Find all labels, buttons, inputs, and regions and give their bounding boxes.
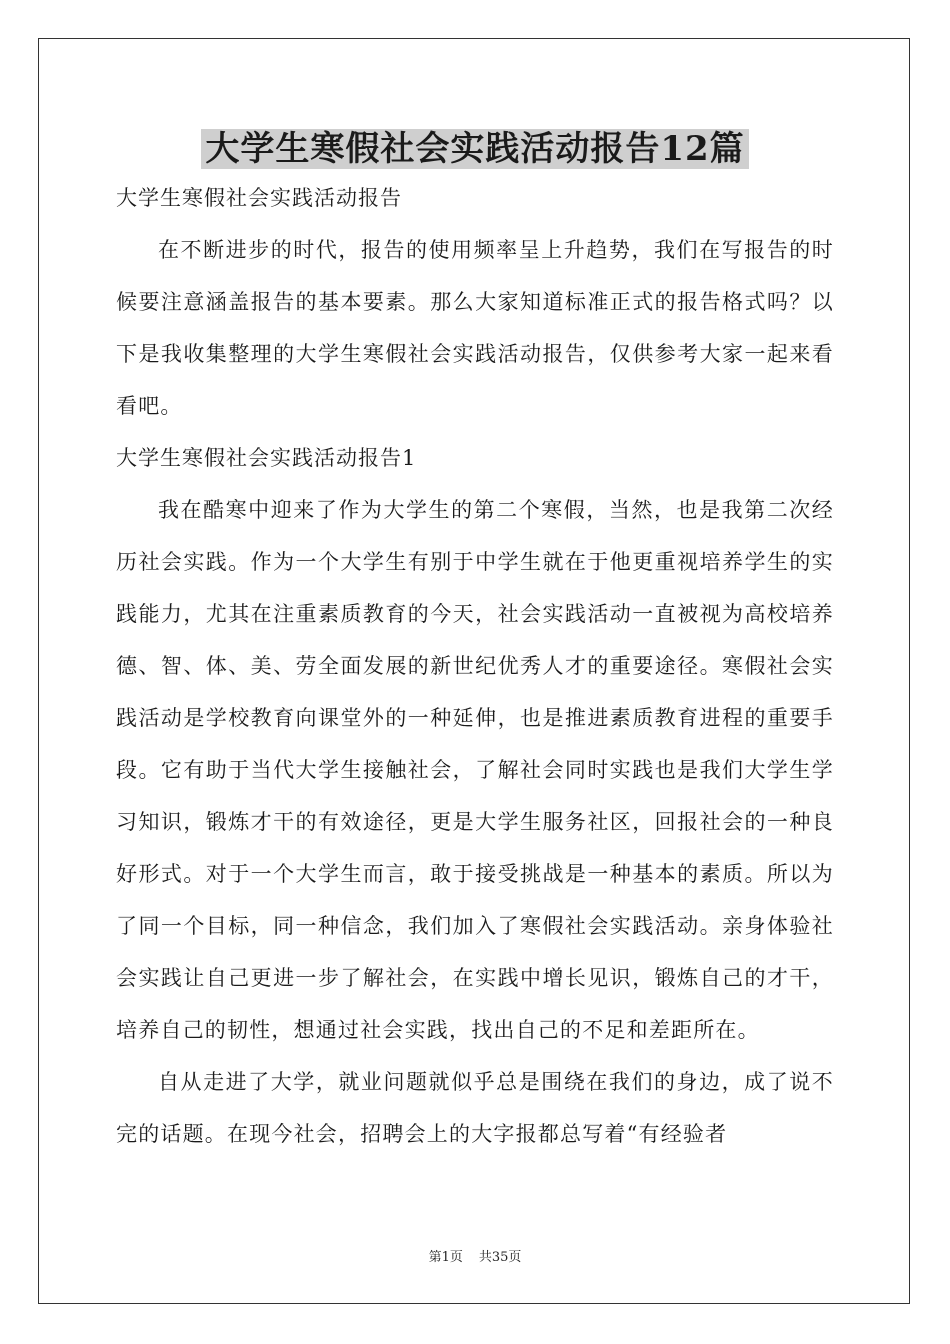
body-paragraph: 自从走进了大学，就业问题就似乎总是围绕在我们的身边，成了说不完的话题。在现今社会，招聘会上的大字报都总写着“有经验者 (116, 1070, 834, 1146)
page-total: 共35页 (478, 1250, 522, 1265)
section-heading: 大学生寒假社会实践活动报告 (116, 186, 402, 210)
document-body (116, 172, 834, 1160)
document-title (0, 124, 950, 174)
body-paragraph: 我在酷寒中迎来了作为大学生的第二个寒假，当然，也是我第二次经历社会实践。作为一个大学生有别于中学生就在于他更重视培养学生的实践能力，尤其在注重素质教育的今天，社会实践活动一直被视为高校培养德、智、体、美、劳全面发展的新世纪优秀人才的重要途径。寒假社会实践活动是学校教育向课堂外的一种延伸，也是推进素质教育进程的重要手段。它有助于当代大学生接触社会，了解社会同时实践也是我们大学生学习知识，锻炼才干的有效途径，更是大学生服务社区，回报社会的一种良好形式。对于一个大学生而言，敢于接受挑战是一种基本的素质。所以为了同一个目标，同一种信念，我们加入了寒假社会实践活动。亲身体验社会实践让自己更进一步了解社会，在实践中增长见识，锻炼自己的才干，培养自己的韧性，想通过社会实践，找出自己的不足和差距所在。 (116, 498, 834, 1042)
page-footer (0, 1246, 950, 1265)
section-heading: 大学生寒假社会实践活动报告1 (116, 446, 417, 470)
document-title-text: 大学生寒假社会实践活动报告12篇 (201, 129, 748, 169)
page-number: 第1页 (428, 1250, 463, 1265)
body-paragraph: 在不断进步的时代，报告的使用频率呈上升趋势，我们在写报告的时候要注意涵盖报告的基本要素。那么大家知道标准正式的报告格式吗？以下是我收集整理的大学生寒假社会实践活动报告，仅供参考大家一起来看看吧。 (116, 238, 834, 418)
